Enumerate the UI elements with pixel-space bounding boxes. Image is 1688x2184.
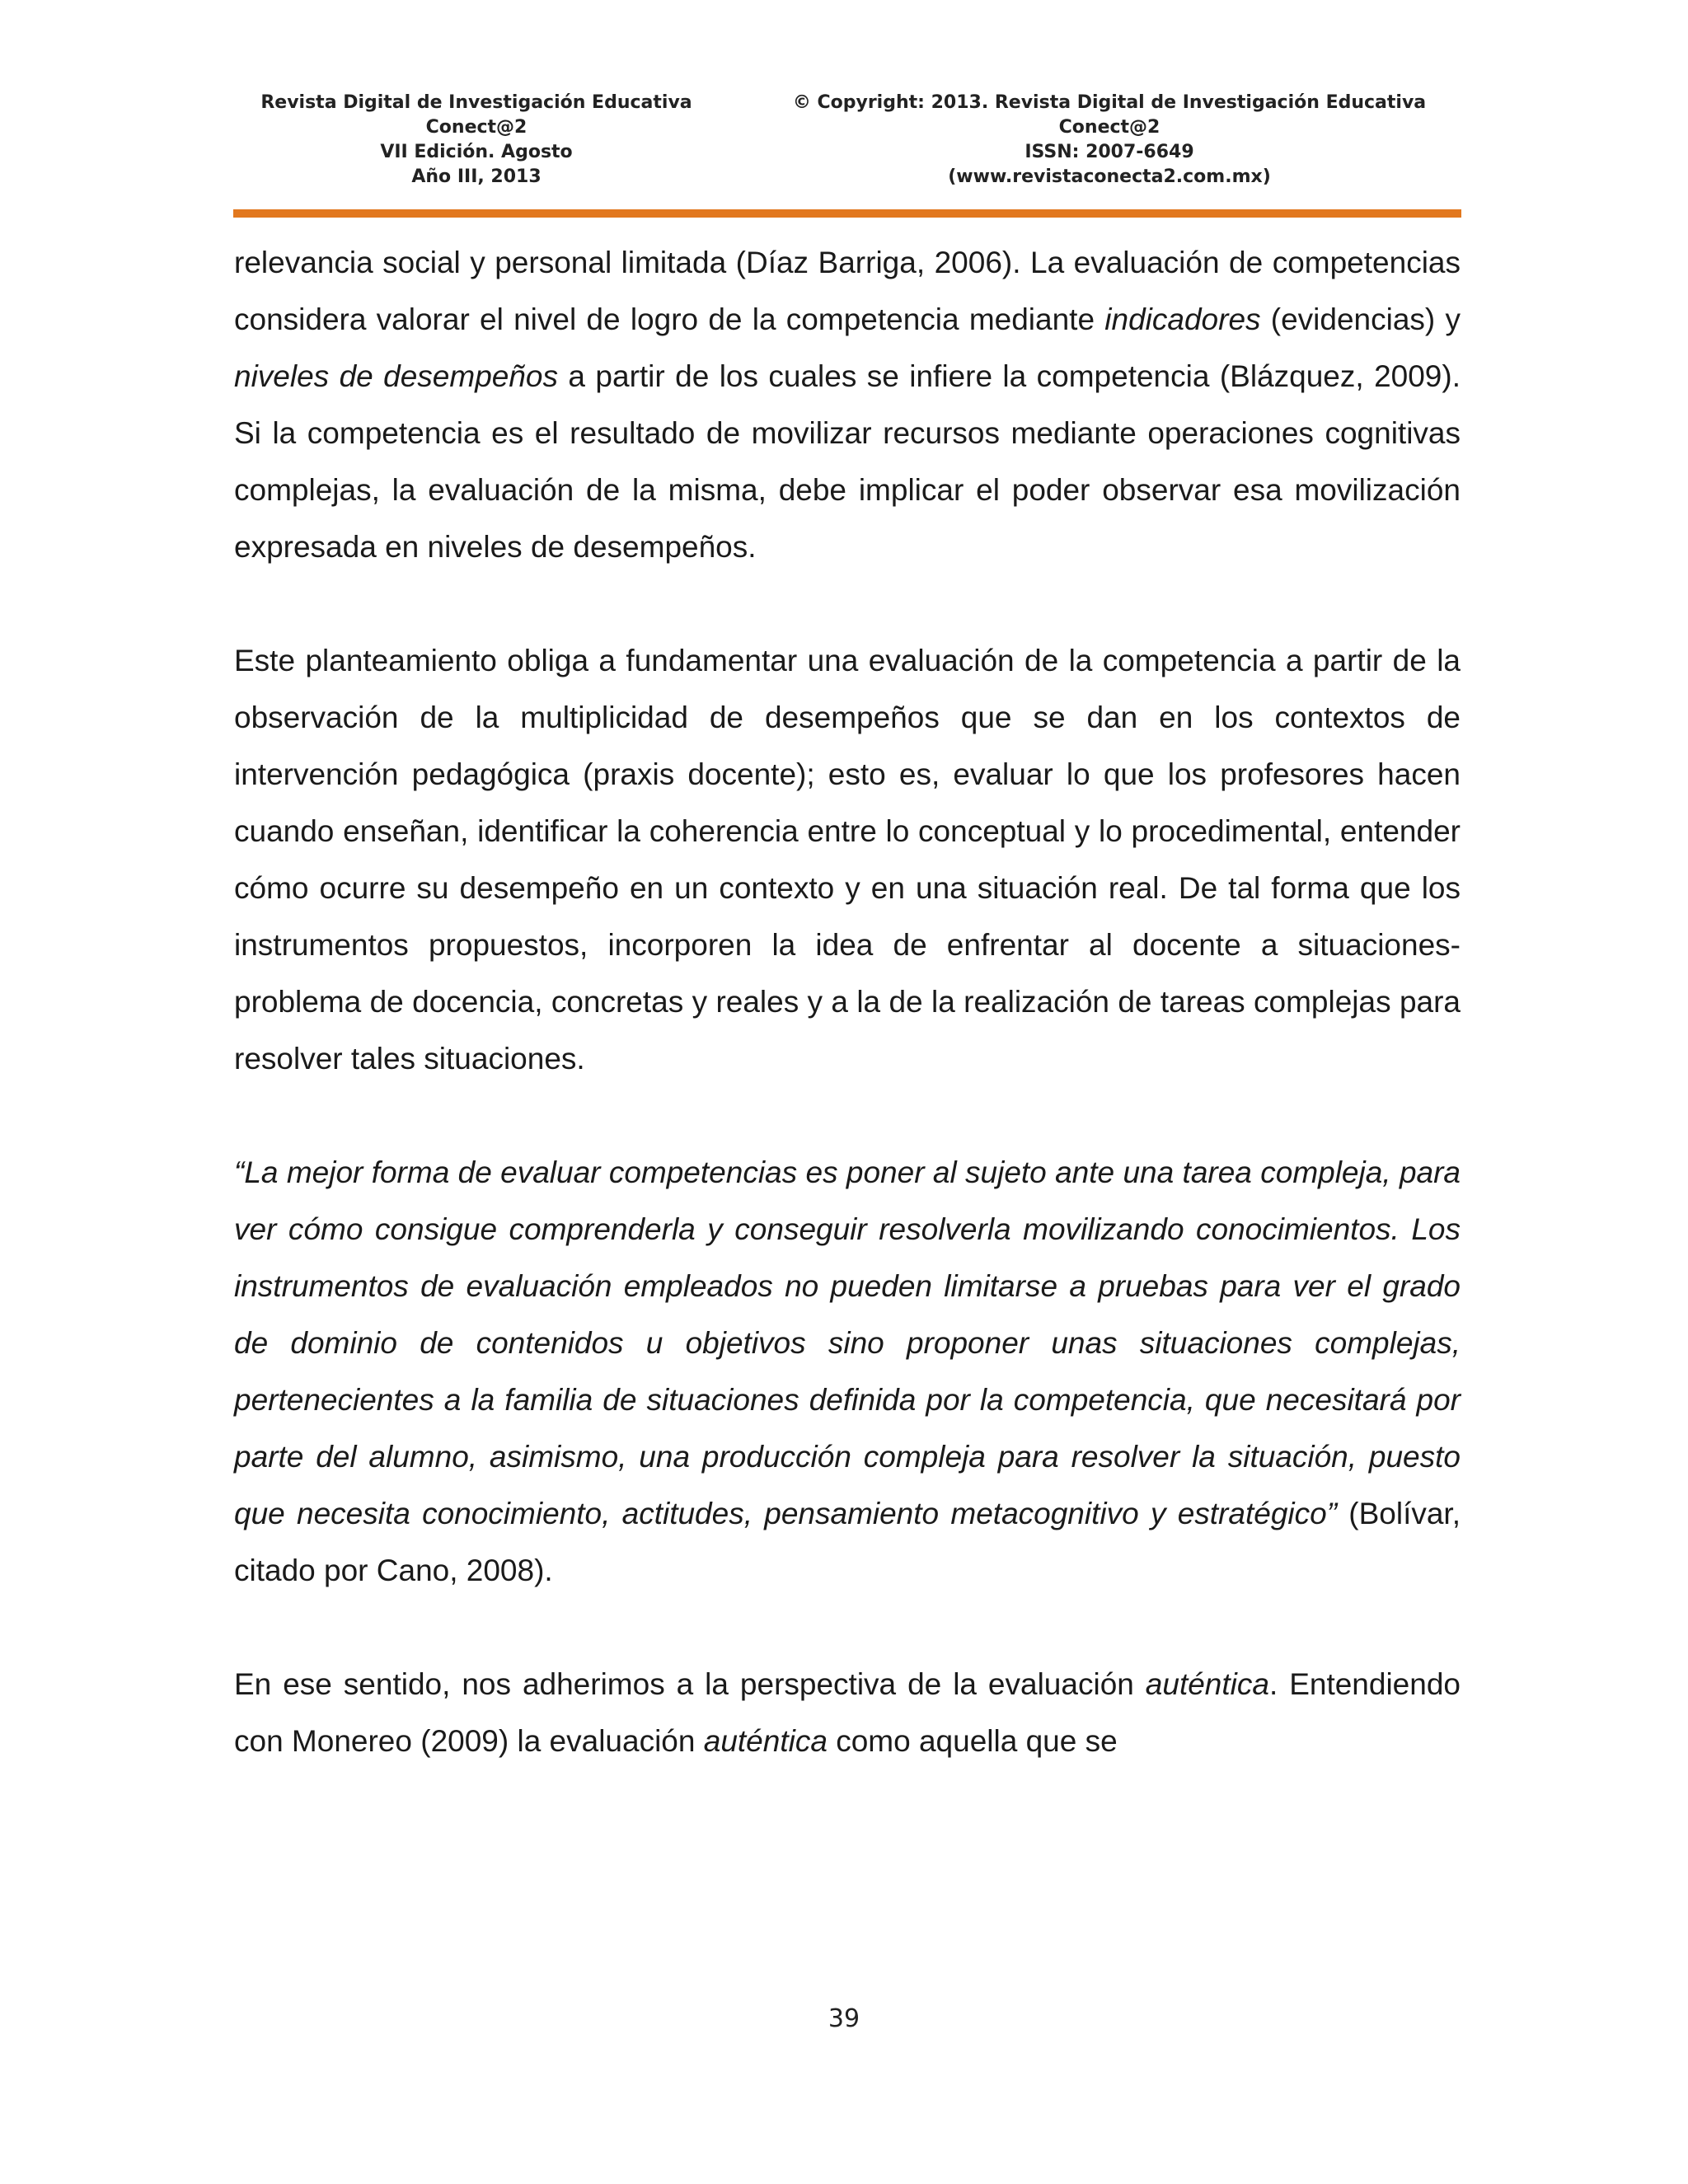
journal-info [233, 91, 720, 190]
paragraph-4-text-c: . Entendiendo con Monereo (2009) la evaluación [234, 1667, 1461, 1758]
year: Año III, 2013 [411, 166, 542, 187]
paragraph-4 [234, 1656, 1461, 1769]
copyright-line: © Copyright: 2013. Revista Digital de Investigación Educativa [792, 92, 1427, 113]
paragraph-4-text-e: como aquella que se [827, 1724, 1118, 1758]
edition: VII Edición. Agosto [380, 142, 573, 162]
paragraph-2: Este planteamiento obliga a fundamentar una evaluación de la competencia a partir de la observación de la multiplicidad de desempeños que se dan en los contextos de intervención pedagógica (praxis docente); esto es, evaluar lo que los profesores hacen cuando enseñan, identificar la coherencia entre lo conceptual y lo procedimental, entender cómo ocurre su desempeño en un contexto y en una situación real. De tal forma que los instrumentos propuestos, incorporen la idea de enfrentar al docente a situaciones-problema de docencia, concretas y reales y a la de la realización de tareas complejas para resolver tales situaciones. [234, 644, 1461, 1076]
journal-name: Conect@2 [425, 117, 528, 138]
paragraph-1-text-c: (evidencias) y [1260, 302, 1461, 336]
paragraph-3-quote [234, 1144, 1461, 1599]
issn: ISSN: 2007-6649 [1025, 142, 1194, 162]
article-body [234, 234, 1461, 1769]
quote-citation: (Bolívar, citado por Cano, 2008). [234, 1497, 1461, 1587]
paragraph-1-text-e: a partir de los cuales se infiere la competencia (Blázquez, 2009). Si la competencia es el resultado de movilizar recursos mediante operaciones cognitivas complejas, la evaluación de la misma, debe implicar el poder observar esa movilización expresada en niveles de desempeños. [234, 359, 1461, 564]
page-header [233, 91, 1460, 210]
copyright-journal-name: Conect@2 [1058, 117, 1160, 138]
paragraph-1-italic-niveles: niveles de desempeños [234, 359, 559, 393]
paragraph-4-italic-autentica-2: auténtica [703, 1724, 828, 1758]
page-number: 39 [828, 2004, 860, 2033]
paragraph-4-text-a: En ese sentido, nos adherimos a la perspectiva de la evaluación [234, 1667, 1146, 1701]
paragraph-1-text-a: relevancia social y personal limitada (Díaz Barriga, 2006). La evaluación de competencias considera valorar el nivel de logro de la competencia mediante [234, 246, 1461, 336]
paragraph-1 [234, 234, 1461, 575]
copyright-info [759, 91, 1460, 190]
paragraph-1-italic-indicadores: indicadores [1104, 302, 1261, 336]
header-divider [233, 209, 1461, 218]
paragraph-4-italic-autentica: auténtica [1145, 1667, 1269, 1701]
journal-title: Revista Digital de Investigación Educativa [260, 92, 692, 113]
block-quote: “La mejor forma de evaluar competencias es poner al sujeto ante una tarea compleja, para ver cómo consigue comprenderla y conseguir resolverla movilizando conocimientos. Los instrumentos de evaluación empleados no pueden limitarse a pruebas para ver el grado de dominio de contenidos u objetivos sino proponer unas situaciones complejas, pertenecientes a la familia de situaciones definida por la competencia, que necesitará por parte del alumno, asimismo, una producción compleja para resolver la situación, puesto que necesita conocimiento, actitudes, pensamiento metacognitivo y estratégico” [234, 1155, 1461, 1530]
website: (www.revistaconecta2.com.mx) [948, 166, 1271, 187]
